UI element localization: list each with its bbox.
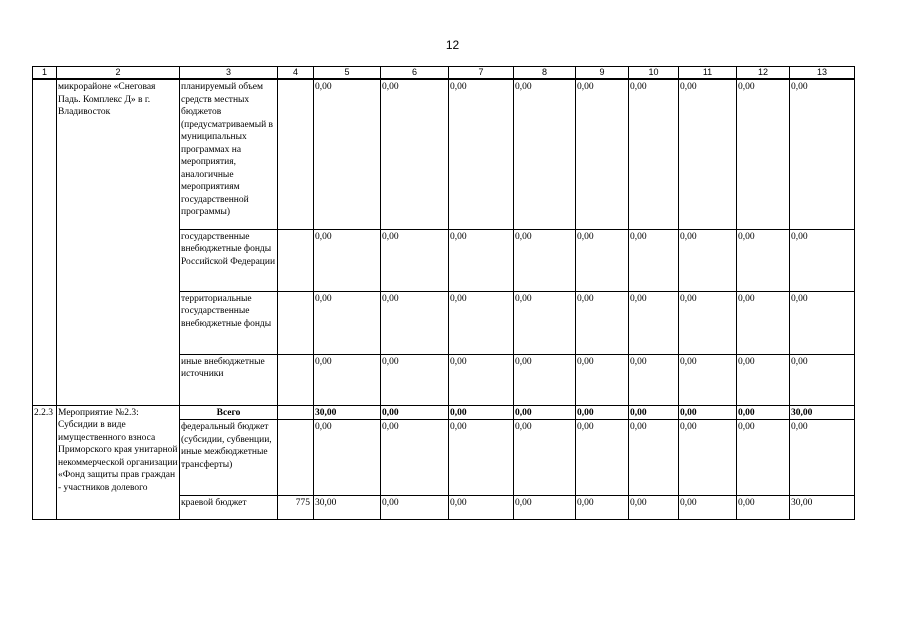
column-header: 7 [449,67,514,80]
value-cell: 0,00 [449,420,514,496]
value-cell: 0,00 [790,291,855,354]
column-header: 1 [33,67,57,80]
column-header: 12 [737,67,790,80]
funding-source-cell: территориальные государственные внебюджетные фонды [180,291,278,354]
funding-source-cell: иные внебюджетные источники [180,354,278,405]
value-cell: 30,00 [314,496,381,520]
value-cell: 0,00 [381,496,449,520]
value-cell: 0,00 [629,354,679,405]
value-cell: 0,00 [576,496,629,520]
funding-source-cell: краевой бюджет [180,496,278,520]
code-cell [278,354,314,405]
value-cell: 30,00 [790,405,855,420]
value-cell: 0,00 [737,291,790,354]
value-cell: 0,00 [449,354,514,405]
code-cell [278,79,314,229]
value-cell: 30,00 [790,496,855,520]
column-header: 5 [314,67,381,80]
code-cell [278,420,314,496]
code-cell [278,405,314,420]
value-cell: 0,00 [514,420,576,496]
value-cell: 0,00 [629,291,679,354]
measure-name-cell: Мероприятие №2.3: Субсидии в виде имущественного взноса Приморского края унитарной некоммерческой организации «Фонд защиты прав граждан - участников долевого [57,405,180,520]
value-cell: 0,00 [381,291,449,354]
value-cell: 0,00 [576,420,629,496]
value-cell: 0,00 [576,291,629,354]
funding-source-cell: Всего [180,405,278,420]
total-row [33,405,855,420]
value-cell: 0,00 [629,496,679,520]
column-header: 2 [57,67,180,80]
column-header: 3 [180,67,278,80]
measure-name-cell: микрорайоне «Снеговая Падь. Комплекс Д» в г. Владивосток [57,79,180,405]
value-cell: 0,00 [514,405,576,420]
column-header: 8 [514,67,576,80]
value-cell: 0,00 [449,496,514,520]
value-cell: 0,00 [381,420,449,496]
value-cell: 0,00 [314,291,381,354]
value-cell: 0,00 [381,229,449,291]
value-cell: 0,00 [737,405,790,420]
row-number-cell: 2.2.3 [33,405,57,520]
value-cell: 0,00 [576,354,629,405]
value-cell: 0,00 [449,405,514,420]
value-cell: 30,00 [314,405,381,420]
code-cell: 775 [278,496,314,520]
value-cell: 0,00 [576,229,629,291]
value-cell: 0,00 [790,229,855,291]
value-cell: 0,00 [790,79,855,229]
value-cell: 0,00 [629,229,679,291]
column-header: 10 [629,67,679,80]
value-cell: 0,00 [679,229,737,291]
value-cell: 0,00 [314,79,381,229]
value-cell: 0,00 [381,405,449,420]
row-number-cell [33,79,57,405]
value-cell: 0,00 [514,229,576,291]
value-cell: 0,00 [679,496,737,520]
value-cell: 0,00 [790,354,855,405]
value-cell: 0,00 [737,79,790,229]
value-cell: 0,00 [381,79,449,229]
value-cell: 0,00 [737,496,790,520]
value-cell: 0,00 [381,354,449,405]
column-header: 4 [278,67,314,80]
value-cell: 0,00 [314,354,381,405]
value-cell: 0,00 [679,420,737,496]
value-cell: 0,00 [737,354,790,405]
value-cell: 0,00 [679,291,737,354]
header-row [33,67,855,80]
code-cell [278,229,314,291]
value-cell: 0,00 [514,354,576,405]
value-cell: 0,00 [629,420,679,496]
value-cell: 0,00 [629,79,679,229]
column-header: 6 [381,67,449,80]
value-cell: 0,00 [449,79,514,229]
value-cell: 0,00 [737,420,790,496]
funding-source-cell: федеральный бюджет (субсидии, субвенции, иные межбюджетные трансферты) [180,420,278,496]
value-cell: 0,00 [576,405,629,420]
value-cell: 0,00 [629,405,679,420]
code-cell [278,291,314,354]
funding-source-cell: планируемый объем средств местных бюджетов (предусматриваемый в муниципальных программах на мероприятия, аналогичные мероприятиям государственной программы) [180,79,278,229]
value-cell: 0,00 [737,229,790,291]
funding-source-cell: государственные внебюджетные фонды Российской Федерации [180,229,278,291]
budget-table [32,66,855,520]
value-cell: 0,00 [679,405,737,420]
value-cell: 0,00 [790,420,855,496]
page-number: 12 [445,38,460,52]
column-header: 13 [790,67,855,80]
value-cell: 0,00 [679,354,737,405]
value-cell: 0,00 [576,79,629,229]
value-cell: 0,00 [514,291,576,354]
column-header: 9 [576,67,629,80]
value-cell: 0,00 [514,496,576,520]
value-cell: 0,00 [449,229,514,291]
value-cell: 0,00 [679,79,737,229]
column-header: 11 [679,67,737,80]
value-cell: 0,00 [314,229,381,291]
value-cell: 0,00 [314,420,381,496]
table-row [33,79,855,229]
value-cell: 0,00 [449,291,514,354]
value-cell: 0,00 [514,79,576,229]
